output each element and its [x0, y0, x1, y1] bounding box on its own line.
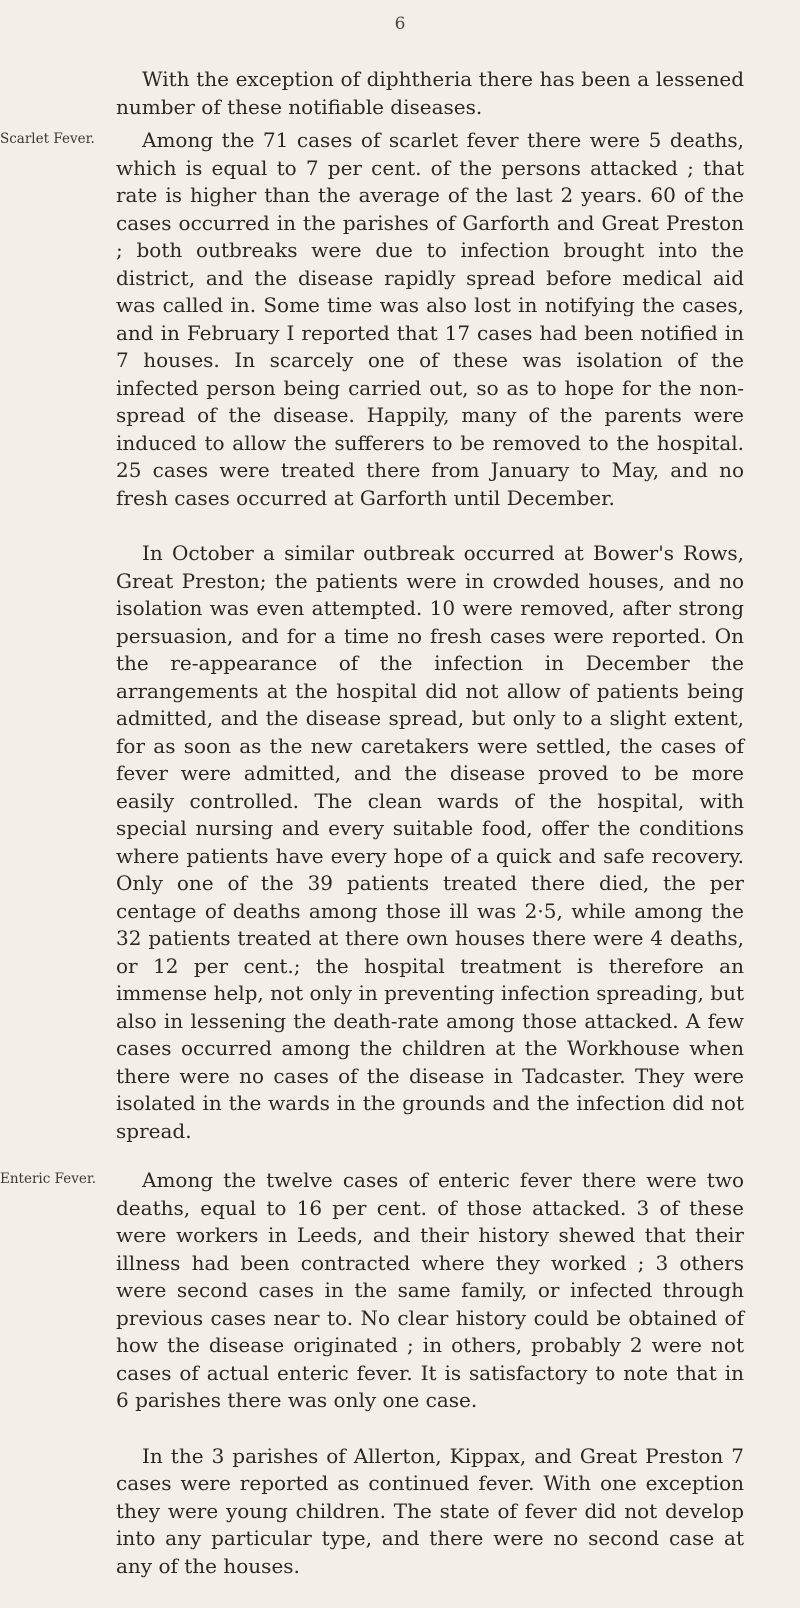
- paragraph-continued-fever: [116, 1443, 744, 1581]
- paragraph-diphtheria: [116, 66, 744, 121]
- body-text: [0, 66, 744, 1608]
- paragraph-october-outbreak: [116, 540, 744, 1145]
- paragraph-text: In the 3 parishes of Allerton, Kippax, and Great Preston 7 cases were reported as continued fever. With one exception they were young children. The state of fever did not develop into any particular type, and there were no second case at any of the houses.: [116, 1443, 744, 1578]
- paragraph-text: Among the twelve cases of enteric fever there were two deaths, equal to 16 per cent. of those attacked. 3 of these were workers in Leeds, and their history shewed that their illness had been contracted where they worked ; 3 others were second cases in the same family, or infected through previous cases near to. No clear history could be obtained of how the disease originated ; in others, probably 2 were not cases of actual enteric fever. It is satisfactory to note that in 6 parishes there was only one case.: [116, 1168, 744, 1412]
- paragraph-text: In October a similar outbreak occurred at Bower's Rows, Great Preston; the patients were in crowded houses, and no isolation was even attempted. 10 were removed, after strong persuasion, and for a time no fresh cases were reported. On the re-appearance of the infection in December the arrangements at the hospital did not allow of patients being admitted, and the disease spread, but only to a slight extent, for as soon as the new caretakers were settled, the cases of fever were admitted, and the disease proved to be more easily controlled. The clean wards of the hospital, with special nursing and every suitable food, offer the conditions where patients have every hope of a quick and safe recovery. Only one of the 39 patients treated there died, the per centage of deaths among those ill was 2·5, while among the 32 patients treated at there own houses there were 4 deaths, or 12 per cent.; the hospital treatment is therefore an immense help, not only in preventing infection spreading, but also in lessening the death-rate among those attacked. A few cases occurred among the children at the Workhouse when there were no cases of the disease in Tadcaster. They were isolated in the wards in the grounds and the infection did not spread.: [116, 541, 744, 1143]
- paragraph-enteric-fever: [0, 1167, 744, 1415]
- paragraph-text: With the exception of diphtheria there has been a lessened number of these notifiable diseases.: [116, 67, 744, 119]
- page-number: 6: [394, 14, 406, 34]
- paragraph-scarlet-fever: [0, 127, 744, 512]
- side-heading-enteric-fever: Enteric Fever.: [0, 1171, 97, 1187]
- side-heading-scarlet-fever: Scarlet Fever.: [0, 131, 95, 147]
- paragraph-text: Among the 71 cases of scarlet fever there were 5 deaths, which is equal to 7 per cent. of the persons attacked ; that rate is higher than the average of the last 2 years. 60 of the cases occurred in the parishes of Garforth and Great Preston ; both outbreaks were due to infection brought into the district, and the disease rapidly spread before medical aid was called in. Some time was also lost in notifying the cases, and in February I reported that 17 cases had been notified in 7 houses. In scarcely one of these was isolation of the infected person being carried out, so as to hope for the non-spread of the disease. Happily, many of the parents were induced to allow the sufferers to be removed to the hospital. 25 cases were treated there from January to May, and no fresh cases occurred at Garforth until December.: [116, 128, 744, 510]
